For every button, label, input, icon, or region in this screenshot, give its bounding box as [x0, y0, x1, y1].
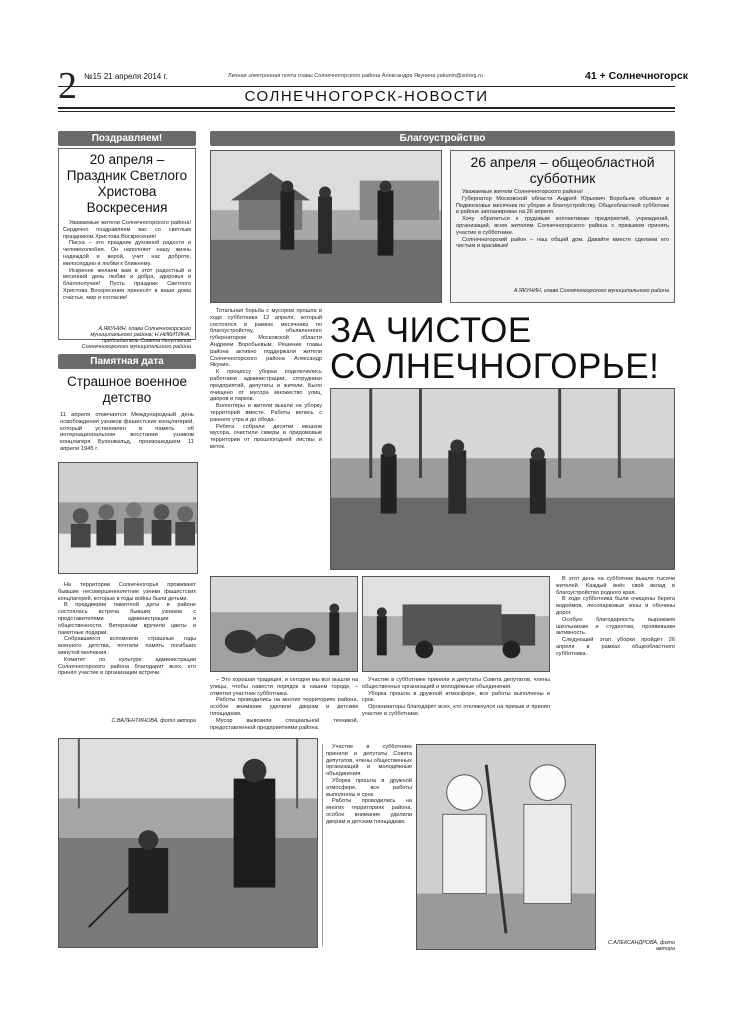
- rubric-memorial: Памятная дата: [58, 354, 196, 369]
- column-divider: [322, 744, 323, 946]
- memorial-title: Страшное военное детство: [67, 374, 187, 405]
- subbotnik-box: [450, 150, 675, 303]
- cleanup-photo-park: [58, 738, 318, 948]
- article-col-4: В этот день на субботник вышли тысячи жителей. Каждый внёс свой вклад в благоустройство родного края. В ходе субботника были очищены берега водоёмов, лесопарковые зоны и обочины дорог. Особую благодарность выражаем школьникам и студентам, проявившим активность. Следующий этап уборки пройдёт 26 апреля в рамках общеобластного субботника.: [556, 576, 675, 657]
- congrats-signature: А.ЯКУНИН, глава Солнечногорского муниципального района; Н.НИКИТИНА, председатель Совета депутатов Солнечногорского муниципального района: [81, 326, 191, 350]
- section-rule: [58, 107, 675, 109]
- contact-line: Личная электронная почта главы Солнечногорского района Александра Якунина yakunin@solreg.ru: [228, 73, 483, 79]
- cleanup-photo-bags: [210, 576, 358, 672]
- congrats-title: 20 апреля – Праздник Светлого Христова Воскресения: [66, 152, 188, 215]
- subbotnik-signature: А.ЯКУНИН, глава Солнечногорского муниципального района: [513, 288, 669, 294]
- section-title: СОЛНЕЧНОГОРСК-НОВОСТИ: [244, 88, 489, 105]
- rubric-congrats: Поздравляем!: [58, 131, 196, 146]
- page-number: 2: [58, 65, 77, 107]
- congrats-box: [58, 148, 196, 350]
- article-col-3: Участие в субботнике приняли и депутаты Совета депутатов, члены общественных организаций и молодёжные объединения. Уборка прошла в дружной атмосфере, все работы выполнены в срок. Организаторы благодарят всех, кто откликнулся на призыв и принял участие в субботнике.: [362, 677, 550, 717]
- memorial-signature: С.ВАЛЕНТИНОВА, фото автора: [111, 718, 196, 724]
- cleanup-photo-top: [210, 150, 442, 303]
- section-rule-thin: [58, 111, 675, 112]
- rubric-cleanup: Благоустройство: [210, 131, 675, 146]
- memorial-body: На территории Солнечногорья проживают бывшие несовершеннолетние узники фашистских концлагерей, которые в годы войны были детьми. В преддверии памятной даты в районе состоялась встреча бывших узников с представителями администрации и общественности. Ветеранам вручили цветы и памятные подарки. Собравшиеся вспомнили страшные годы военного детства, почтили память погибших минутой молчания. Комитет по культуре администрации Солнечногорского района благодарит всех, кто принял участие в организации встречи.: [58, 582, 196, 677]
- subbotnik-title: 26 апреля – общеобластной субботник: [470, 154, 655, 186]
- article-col-2: – Это хорошая традиция, и сегодня мы все вышли на улицы, чтобы навести порядок в нашем городе, – отметил участник субботника. Работы проводились на многих территориях района, особое внимание уделили дворам и детским площадкам. Мусор вывозили специальной техникой, предоставленной предприятиями района.: [210, 677, 358, 731]
- cleanup-photo-main: [330, 388, 675, 570]
- memorial-photo: [58, 462, 198, 574]
- congrats-body: Уважаемые жители Солнечногорского района! Сердечно поздравляем вас со светлым праздником Христова Воскресения! Пасха – это праздник духовной радости и человеколюбия. Он наполняет нашу жизнь надеждой и верой, учит нас доброте, милосердию и любви к ближнему. Искренне желаем вам в этот радостный и весенний день любви и добра, здоровья и благополучия! Пусть праздник Светлого Христова Воскресения принесёт в ваши дома счастье, мир и согласие!: [63, 220, 191, 301]
- cleanup-photo-children: [416, 744, 596, 950]
- cleanup-signature: С.АЛЕКСАНДРОВА, фото автора: [607, 940, 675, 952]
- issue-info: №15 21 апреля 2014 г.: [84, 72, 168, 81]
- cleanup-photo-truck: [362, 576, 550, 672]
- memorial-lead: 11 апреля отмечается Международный день освобождения узников фашистских концлагерей, который установлен в память об интернациональном восстании узников концлагеря Бухенвальд, произошедшем 11 апреля 1945 г.: [60, 412, 194, 452]
- article-col-5: Участие в субботнике приняли и депутаты Совета депутатов, члены общественных организаций и молодёжные объединения. Уборка прошла в дружной атмосфере, все работы выполнены в срок. Работы проводились на многих территориях района, особое внимание уделили дворам и детским площадкам.: [326, 744, 412, 825]
- article-col-1: Тотальная борьба с мусором прошла в ходе субботника 12 апреля, который состоялся в рамках месячника по благоустройству, объявленного губернатором Московской области Андреем Воробьевым. Решение главы района активно поддержали жители Солнечногорского района Александр Якунин. К процессу уборки подключились работники администрации, сотрудники предприятий, депутаты и жители. Было очищено от мусора множество улиц, дворов и парков. Волонтёры и жители вышли на уборку территорий вместе. Работы велись с раннего утра и до обеда. Ребята собрали десятки мешков мусора, очистили скверы и придомовые территории от прошлогодней листвы и веток.: [210, 308, 322, 450]
- article-headline: ЗА ЧИСТОЕ СОЛНЕЧНОГОРЬЕ!: [330, 311, 660, 386]
- brand-label: 41 + Солнечногорск: [585, 70, 688, 82]
- subbotnik-body: Уважаемые жители Солнечногорского района! Губернатор Московской области Андрей Юрьевич Воробьев объявил в Подмосковье месячник по уборке и благоустройству. Общеобластной субботник в районе запланирован на 26 апреля. Хочу обратиться к трудовым коллективам предприятий, учреждений, организаций, всем жителям Солнечногорского района с призывом принять участие в субботнике. Солнечногорский район – наш общий дом. Давайте вместе сделаем его чистым и красивым!: [456, 189, 669, 250]
- header-rule: [58, 86, 675, 87]
